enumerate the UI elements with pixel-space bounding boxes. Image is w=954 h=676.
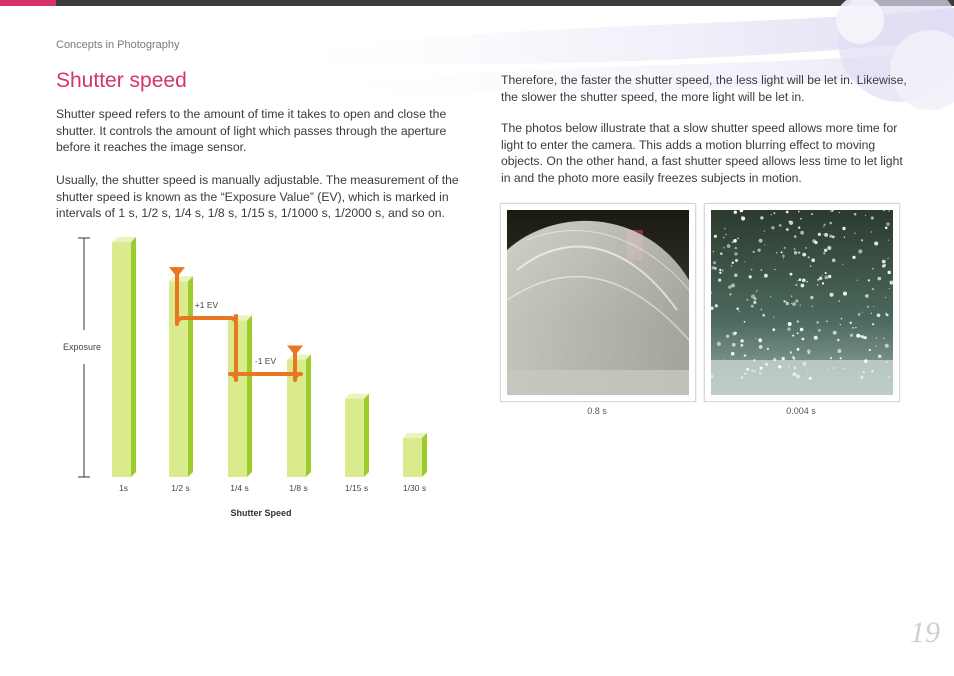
- x-axis-label: Shutter Speed: [230, 508, 292, 518]
- tick-label: 1s: [119, 483, 128, 493]
- bar-side: [306, 355, 311, 478]
- bar: [345, 399, 364, 477]
- photo-explanation-paragraph: The photos below illustrate that a slow shutter speed allows more time for light to enter the camera. This adds a motion blurring effect to moving objects. On the other hand, a fast shutter speed allows less time to let light in and the photo more easily freezes subjects in motion.: [501, 121, 903, 185]
- bar: [112, 242, 131, 477]
- bar-side: [188, 276, 193, 477]
- photo-caption-fast: 0.004 s: [786, 406, 816, 416]
- photo-caption-slow: 0.8 s: [587, 406, 607, 416]
- tick-label: 1/2 s: [171, 483, 190, 493]
- page-title: Shutter speed: [56, 69, 187, 92]
- tick-label: 1/15 s: [344, 483, 369, 493]
- bar-side: [422, 433, 427, 477]
- ev-arrow-head: [287, 346, 303, 356]
- breadcrumb: Concepts in Photography: [56, 39, 180, 51]
- shutter-speed-chart: [56, 228, 456, 528]
- ev-annotation-label: -1 EV: [254, 356, 277, 366]
- blurred-water-photo: [507, 210, 689, 395]
- bar-side: [364, 394, 369, 477]
- page-number: 19: [910, 616, 940, 649]
- light-paragraph: Therefore, the faster the shutter speed, the less light will be let in. Likewise, the slower the shutter speed, the more light will be let in.: [501, 73, 907, 104]
- photo-frame-slow: [500, 203, 696, 402]
- ev-arrow-head: [169, 267, 185, 277]
- intro-paragraph: Shutter speed refers to the amount of time it takes to open and close the shutter. It controls the amount of light which passes through the aperture before it reaches the image sensor.: [56, 107, 447, 155]
- tick-label: 1/4 s: [230, 483, 249, 493]
- tick-label: 1/8 s: [289, 483, 308, 493]
- y-axis-label: Exposure: [62, 342, 102, 352]
- frozen-water-photo: [711, 210, 893, 395]
- bar-side: [131, 237, 136, 477]
- ev-annotation-label: +1 EV: [194, 300, 219, 310]
- bar: [403, 438, 422, 477]
- bar-side: [247, 315, 252, 477]
- tick-label: 1/30 s: [402, 483, 427, 493]
- ev-paragraph: Usually, the shutter speed is manually adjustable. The measurement of the shutter speed is known as the “Exposure Value” (EV), which is marked in intervals of 1 s, 1/2 s, 1/4 s, 1/8 s, 1/15 s, 1/1000 s, 1/2000 s, and so on.: [56, 173, 459, 221]
- photo-frame-fast: [704, 203, 900, 402]
